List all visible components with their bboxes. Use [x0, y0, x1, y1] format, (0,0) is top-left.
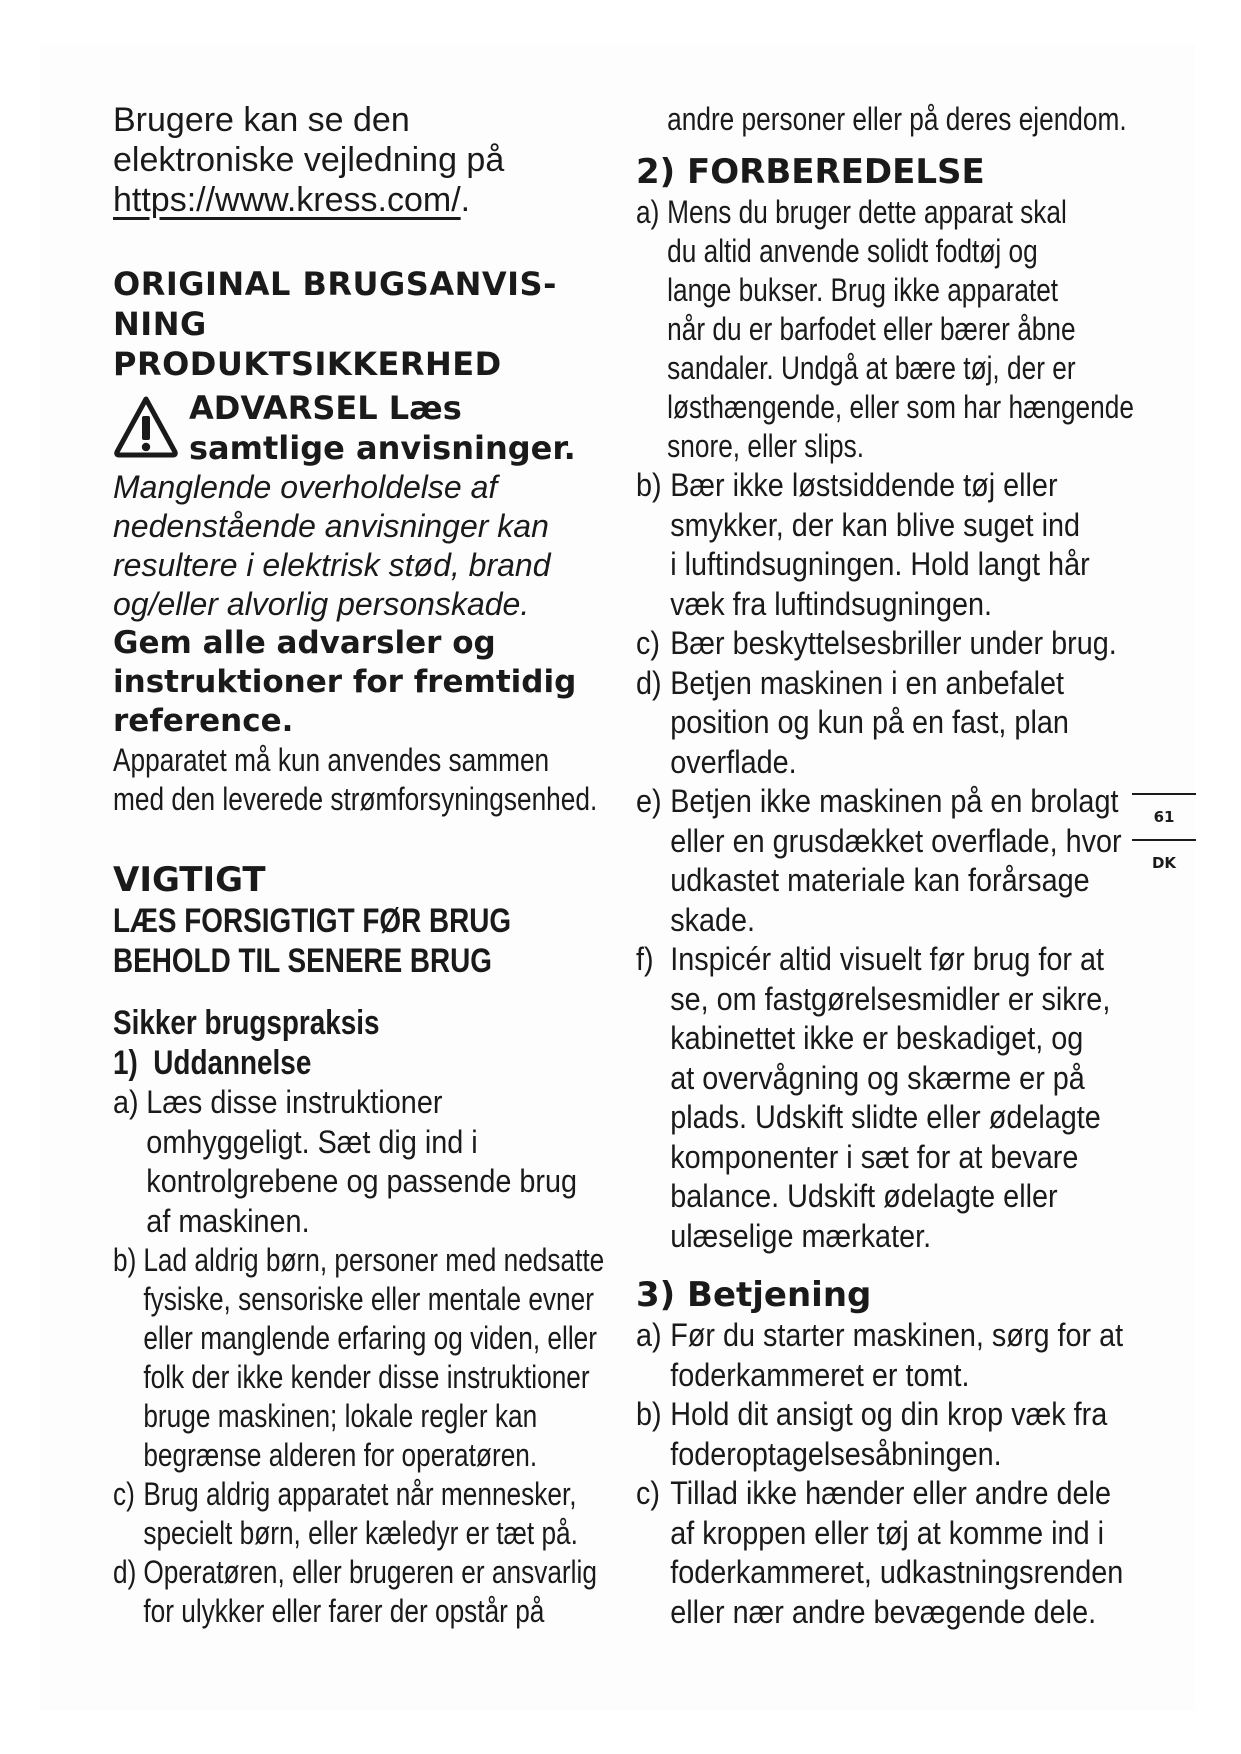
warning-header [113, 388, 613, 468]
item-line: udkastet materiale kan forårsage [670, 862, 1090, 898]
item-line: komponenter i sæt for at bevare [670, 1138, 1079, 1175]
warning-italic-line: nedenstående anvisninger kan [113, 508, 549, 544]
item-line: skade. [670, 901, 756, 938]
list-item [636, 940, 1170, 1256]
list-item [636, 664, 1170, 783]
document-title [113, 264, 613, 384]
item-line: Læs disse instruktioner [146, 1084, 443, 1120]
item-label: d) [636, 664, 662, 701]
item-line: eller manglende erfaring og viden, eller [143, 1320, 597, 1356]
list-item [636, 466, 1170, 624]
item-line: Bær beskyttelsesbriller under brug. [670, 625, 1117, 661]
item-line: når du er barfodet eller bærer åbne [667, 311, 1076, 347]
item-label: a) [636, 194, 660, 230]
list-item [113, 1553, 644, 1631]
list-item [636, 1474, 1170, 1632]
item-line: væk fra luftindsugningen. [670, 585, 992, 622]
item-label: b) [636, 467, 662, 503]
warning-italic-text [113, 468, 613, 624]
list-item [636, 1316, 1170, 1395]
item-line: at overvågning og skærme er på [670, 1059, 1085, 1096]
manual-url-link[interactable]: https://www.kress.com/ [113, 181, 461, 219]
item-label: a) [636, 1317, 662, 1353]
item-label: b) [113, 1242, 137, 1278]
operation-heading: 3) Betjening [636, 1275, 872, 1315]
important-title: VIGTIGT [113, 860, 266, 900]
item-label: b) [636, 1396, 662, 1432]
item-line: Tillad ikke hænder eller andre dele [670, 1475, 1111, 1511]
item-line: Bær ikke løstsiddende tøj eller [670, 467, 1058, 503]
warning-title-line-2: samtlige anvisninger. [189, 429, 576, 467]
item-line: balance. Udskift ødelagte eller [670, 1178, 1058, 1214]
item-line: sandaler. Undgå at bære tøj, der er [667, 350, 1076, 386]
item-line: ulæselige mærkater. [670, 1217, 932, 1254]
training-list [113, 1083, 613, 1631]
item-line: fysiske, sensoriske eller mentale evner [143, 1281, 594, 1317]
item-line: løsthængende, eller som har hængende [667, 389, 1134, 425]
keep-instructions-text [113, 624, 613, 741]
item-label: c) [636, 625, 660, 661]
title-line-1: ORIGINAL BRUGSANVIS- [113, 265, 557, 303]
page-side-tab [1132, 793, 1196, 885]
important-line-2: BEHOLD TIL SENERE BRUG [113, 942, 492, 980]
warning-italic-line: og/eller alvorlig personskade. [113, 586, 530, 622]
item-label: d) [113, 1554, 137, 1590]
item-line: lange bukser. Brug ikke apparatet [667, 272, 1059, 308]
safe-use-title: Sikker brugspraksis [113, 1004, 380, 1042]
item-label: c) [636, 1475, 660, 1511]
training-title: Uddannelse [153, 1044, 312, 1082]
item-line: Betjen maskinen i en anbefalet [670, 664, 1065, 701]
item-line: overflade. [670, 743, 797, 780]
training-heading [113, 1043, 613, 1083]
item-line: Før du starter maskinen, sørg for at [670, 1317, 1124, 1353]
item-line: Betjen ikke maskinen på en brolagt [670, 783, 1119, 819]
continuation-text: andre personer eller på deres ejendom. [667, 101, 1127, 137]
item-line: bruge maskinen; lokale regler kan [143, 1398, 538, 1434]
item-line: foderkammeret er tomt. [670, 1356, 970, 1393]
item-line: Hold dit ansigt og din krop væk fra [670, 1396, 1108, 1432]
list-item [636, 782, 1170, 940]
item-line: Inspicér altid visuelt før brug for at [670, 941, 1104, 977]
left-column [113, 100, 613, 1631]
power-supply-note [113, 741, 613, 819]
item-line: snore, eller slips. [667, 428, 865, 464]
item-label: f) [636, 941, 654, 977]
item-line: Mens du bruger dette apparat skal [667, 194, 1067, 230]
warning-title-line-1: ADVARSEL Læs [189, 389, 462, 427]
item-line: omhyggeligt. Sæt dig ind i [146, 1123, 478, 1160]
item-line: position og kun på en fast, plan [670, 704, 1069, 740]
item-line: specielt børn, eller kæledyr er tæt på. [143, 1515, 578, 1551]
item-line: i luftindsugningen. Hold langt hår [670, 546, 1090, 582]
item-line: Lad aldrig børn, personer med nedsatte [143, 1242, 605, 1278]
intro-line-1: Brugere kan se den [113, 101, 410, 139]
intro-url-suffix: . [460, 181, 471, 219]
keep-line: reference. [113, 703, 294, 739]
warning-triangle-icon [113, 394, 179, 460]
item-line: smykker, der kan blive suget ind [670, 506, 1080, 543]
item-line: for ulykker eller farer der opstår på [143, 1593, 545, 1629]
page-number: 61 [1153, 808, 1175, 826]
item-line: kabinettet ikke er beskadiget, og [670, 1020, 1084, 1056]
list-item [113, 1083, 646, 1241]
list-item [113, 1475, 644, 1553]
language-code: DK [1151, 854, 1177, 872]
item-label: a) [113, 1084, 139, 1120]
right-column [636, 100, 1136, 1632]
important-section [113, 859, 613, 981]
item-line: af maskinen. [146, 1202, 310, 1239]
power-line: med den leverede strømforsyningsenhed. [113, 781, 598, 817]
item-line: eller nær andre bevægende dele. [670, 1593, 1097, 1630]
preparation-list [636, 193, 1136, 1256]
title-line-3: PRODUKTSIKKERHED [113, 345, 502, 383]
list-item [636, 624, 1170, 664]
keep-line: Gem alle advarsler og [113, 625, 496, 661]
list-item [636, 193, 1167, 466]
safe-use-section [113, 1003, 613, 1631]
item-line: du altid anvende solidt fodtøj og [667, 233, 1038, 269]
item-line: foderkammeret, udkastningsrenden [670, 1554, 1124, 1590]
item-line: folk der ikke kender disse instruktioner [143, 1359, 590, 1395]
list-item [113, 1241, 644, 1475]
item-line: af kroppen eller tøj at komme ind i [670, 1514, 1104, 1551]
item-line: plads. Udskift slidte eller ødelagte [670, 1099, 1101, 1135]
item-line: foderoptagelsesåbningen. [670, 1435, 1002, 1472]
item-line: se, om fastgørelsesmidler er sikre, [670, 980, 1111, 1017]
intro-line-2: elektroniske vejledning på [113, 141, 505, 179]
item-line: begrænse alderen for operatøren. [143, 1437, 538, 1473]
item-label: e) [636, 783, 662, 819]
power-line: Apparatet må kun anvendes sammen [113, 742, 550, 778]
operation-list [636, 1316, 1136, 1632]
warning-italic-line: Manglende overholdelse af [113, 469, 498, 505]
training-number: 1) [113, 1044, 138, 1082]
preparation-heading: 2) FORBEREDELSE [636, 152, 985, 192]
list-item [636, 1395, 1170, 1474]
intro-text [113, 100, 613, 220]
item-line: Operatøren, eller brugeren er ansvarlig [143, 1554, 597, 1590]
item-line: kontrolgrebene og passende brug [146, 1163, 578, 1199]
title-line-2: NING [113, 305, 207, 343]
item-line: eller en grusdækket overflade, hvor [670, 822, 1122, 859]
warning-italic-line: resultere i elektrisk stød, brand [113, 547, 551, 583]
item-line: Brug aldrig apparatet når mennesker, [143, 1476, 577, 1512]
item-label: c) [113, 1476, 135, 1512]
keep-line: instruktioner for fremtidig [113, 664, 577, 700]
important-line-1: LÆS FORSIGTIGT FØR BRUG [113, 902, 512, 940]
